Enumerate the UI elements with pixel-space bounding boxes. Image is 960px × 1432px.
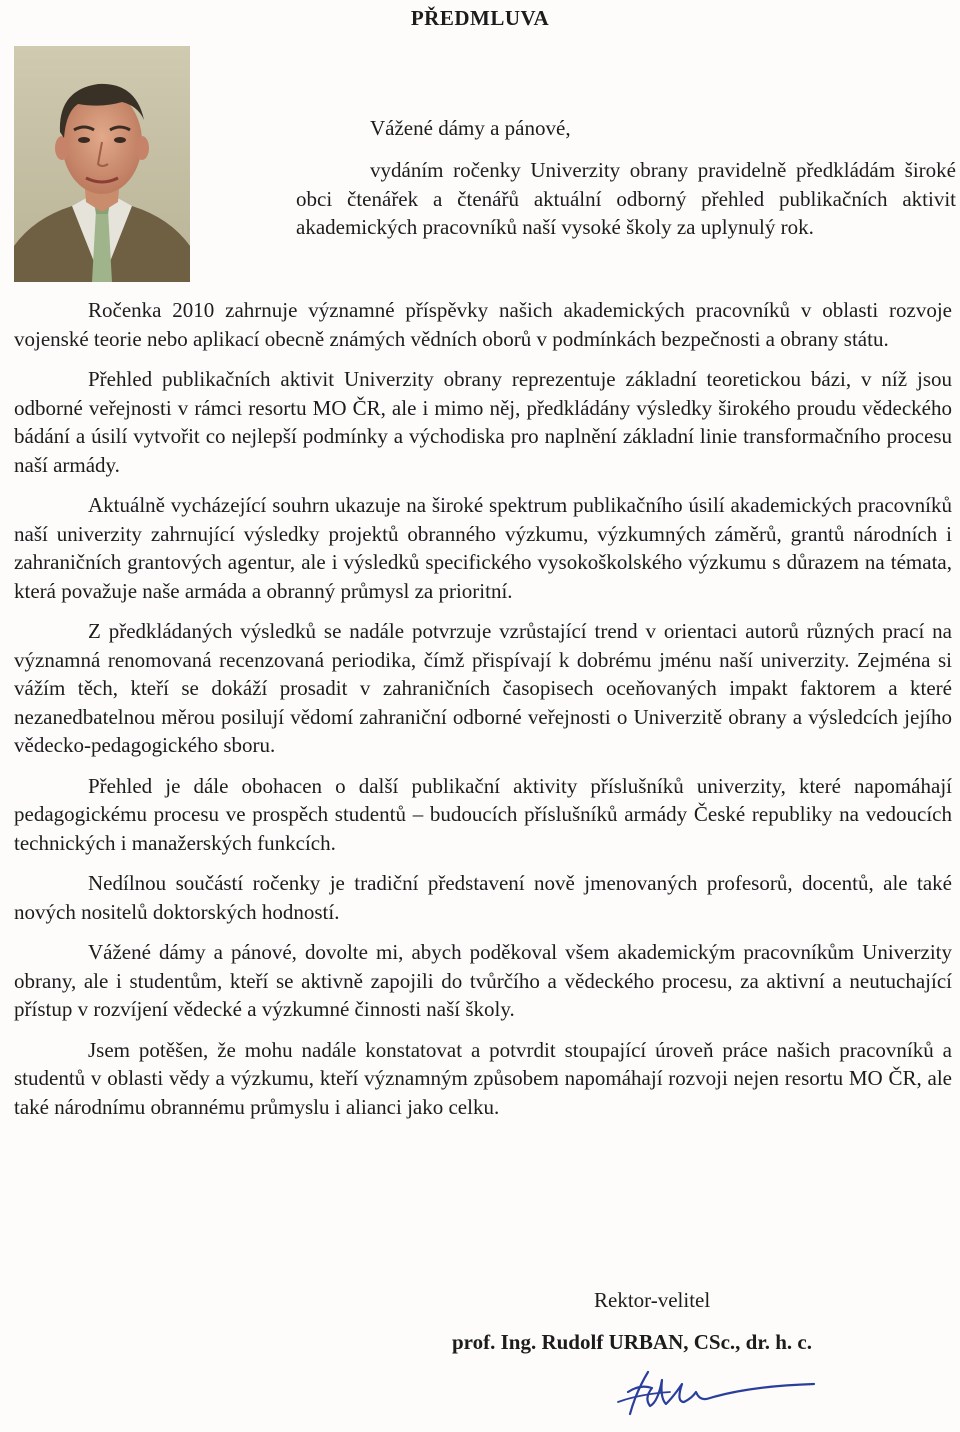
- paragraph: Přehled je dále obohacen o další publikační aktivity příslušníků univerzity, které napomáhají pedagogickému procesu ve prospěch studentů – budoucích příslušníků armády České republiky na vedoucích technických i manažerských funkcích.: [14, 773, 952, 855]
- body-text: [14, 296, 952, 1133]
- paragraph: Jsem potěšen, že mohu nadále konstatovat a potvrdit stoupající úroveň práce našich pracovníků a studentů v oblasti vědy a výzkumu, kteří významným způsobem napomáhají rozvoji nejen resortu MO ČR, ale také národnímu obrannému průmyslu i alianci jako celku.: [14, 1037, 952, 1119]
- greeting: Vážené dámy a pánové,: [370, 116, 571, 140]
- paragraph: Nedílnou součástí ročenky je tradiční představení nově jmenovaných profesorů, docentů, ale také nových nositelů doktorských hodností.: [14, 871, 952, 924]
- paragraph: Vážené dámy a pánové, dovolte mi, abych poděkoval všem akademickým pracovníkům Univerzity obrany, ale i studentům, kteří se aktivně zapojili do tvůrčího a vědeckého procesu, za aktivní a neutuchající přístup v rozvíjení vědecké a výzkumné činnosti naší školy.: [14, 940, 952, 1021]
- author-portrait: [14, 46, 190, 282]
- signatory-name: prof. Ing. Rudolf URBAN, CSc., dr. h. c.: [452, 1330, 812, 1354]
- signatory-role: Rektor-velitel: [594, 1288, 711, 1312]
- paragraph: Ročenka 2010 zahrnuje významné příspěvky našich akademických pracovníků v oblasti rozvoje vojenské teorie nebo aplikací obecně známých vědních oborů v podmínkách bezpečnosti a obrany státu.: [14, 298, 952, 351]
- intro-paragraph: vydáním ročenky Univerzity obrany pravidelně předkládám široké obci čtenářek a čtenářů aktuální odborný přehled publikačních aktivit akademických pracovníků naší vysoké školy za uplynulý rok.: [296, 158, 956, 239]
- portrait-photo: [14, 46, 190, 282]
- page-title: PŘEDMLUVA: [410, 6, 550, 30]
- handwritten-signature: [600, 1362, 820, 1420]
- paragraph: Přehled publikačních aktivit Univerzity obrany reprezentuje základní teoretickou bázi, v níž jsou odborné veřejnosti v rámci resortu MO ČR, ale i mimo něj, předkládány výsledky širokého proudu vědeckého bádání a úsilí vytvořit co nejlepší podmínky a východiska pro naplnění základní linie transformačního procesu naší armády.: [14, 367, 952, 477]
- paragraph: Z předkládaných výsledků se nadále potvrzuje vzrůstající trend v orientaci autorů různých prací na významná renomovaná recenzovaná periodika, čímž přispívají k dobrému jménu naší univerzity. Zejména si vážím těch, kteří se dokáží prosadit v zahraničních časopisech oceňovaných impakt faktorem a které nezanedbatelnou měrou posilují vědomí zahraniční odborné veřejnosti o Univerzitě obrany a výsledcích jejího vědecko-pedagogického sboru.: [14, 619, 952, 757]
- paragraph: Aktuálně vycházející souhrn ukazuje na široké spektrum publikačního úsilí akademických pracovníků naší univerzity zahrnující výsledky projektů obranného výzkumu, výzkumných záměrů, grantů národních i zahraničních grantových agentur, ale i výsledků specifického vysokoškolského výzkumu s důrazem na témata, která považuje naše armáda a obranný průmysl za prioritní.: [14, 493, 952, 603]
